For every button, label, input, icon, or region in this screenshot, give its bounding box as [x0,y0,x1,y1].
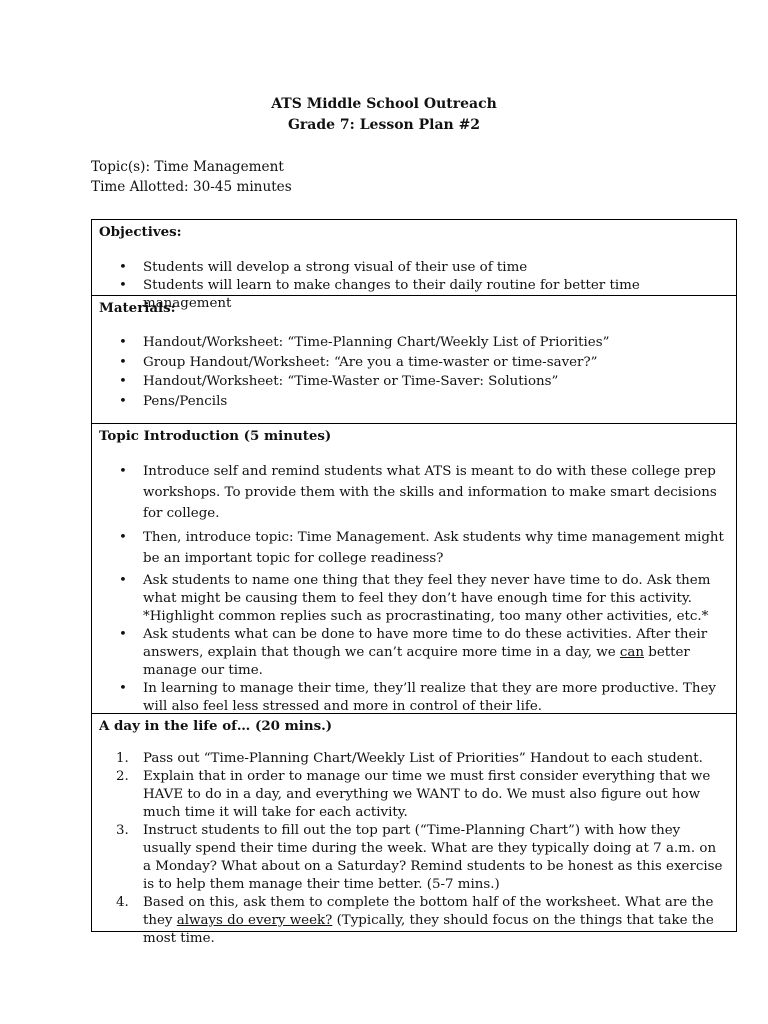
list-item: • Group Handout/Worksheet: “Are you a time-waster or time-saver?” [92,353,736,373]
day-in-the-life-list [92,750,736,948]
topic-line: Topic(s): Time Management [91,159,284,175]
list-item: • Then, introduce topic: Time Management. Ask students why time management might be an important topic for college readiness? [92,527,736,569]
materials-list [92,333,736,411]
list-item [92,768,736,822]
list-item-text: Based on this, ask them to complete the bottom half of the worksheet. What are the they [143,895,714,928]
list-item: • Introduce self and remind students what ATS is meant to do with these college prep workshops. To provide them with the skills and information to make smart decisions for college. [92,461,736,524]
list-item: • Pens/Pencils [92,392,736,412]
list-item: • In learning to manage their time, they’ll realize that they are more productive. They will also feel less stressed and more in control of their life. [92,680,736,716]
list-number: 2. [116,769,129,784]
day-in-the-life-heading: A day in the life of… (20 mins.) [99,718,333,734]
materials-section [92,295,736,424]
topic-introduction-list [92,461,736,716]
list-number: 3. [116,823,129,838]
list-item-text: (Typically, they should focus on the things that take the most time. [143,913,714,946]
list-item-text: Instruct students to fill out the top part (“Time-Planning Chart”) with how they usually spend their time during the week. What are they typically doing at 7 a.m. on a Monday? What about on a Saturday? Remind students to be honest as this exercise is to help them manage their time better. (5-7 mins.) [143,823,723,892]
lesson-plan-table [91,219,737,946]
list-item [92,626,736,680]
objectives-heading: Objectives: [99,224,182,240]
list-item [92,894,736,948]
list-item-text: better manage our time. [143,645,690,678]
topic-introduction-heading: Topic Introduction (5 minutes) [99,428,332,444]
list-item: • Handout/Worksheet: “Time-Waster or Time-Saver: Solutions” [92,372,736,392]
list-number: 1. [116,751,129,766]
day-in-the-life-section [92,713,736,946]
document-title: ATS Middle School Outreach [271,96,497,112]
list-item-text: Explain that in order to manage our time we must first consider everything that we HAVE to do in a day, and everything we WANT to do. We must also figure out how much time it will take for each activity. [143,769,711,820]
list-item: • Students will learn to make changes to their daily routine for better time management [92,277,736,313]
list-item: • Ask students to name one thing that they feel they never have time to do. Ask them what might be causing them to feel they don’t have enough time for this activity. *Highlight common replies such as procrastinating, too many other activities, etc.* [92,572,736,626]
topic-introduction-section [92,423,736,714]
materials-heading: Materials: [99,300,176,316]
list-number: 4. [116,895,129,910]
list-item-text: Pass out “Time-Planning Chart/Weekly List of Priorities” Handout to each student. [143,751,703,766]
list-item [92,822,736,894]
list-item-text: Ask students what can be done to have more time to do these activities. After their answers, explain that though we can’t acquire more time in a day, we [143,627,708,660]
list-item: • Students will develop a strong visual of their use of time [92,259,736,277]
list-item: • Handout/Worksheet: “Time-Planning Chart/Weekly List of Priorities” [92,333,736,353]
emphasis-always-do-every-week: always do every week? [176,913,333,928]
list-item [92,750,736,768]
time-allotted-line: Time Allotted: 30-45 minutes [91,179,292,195]
emphasis-can: can [619,645,644,660]
document-subtitle: Grade 7: Lesson Plan #2 [287,117,481,133]
